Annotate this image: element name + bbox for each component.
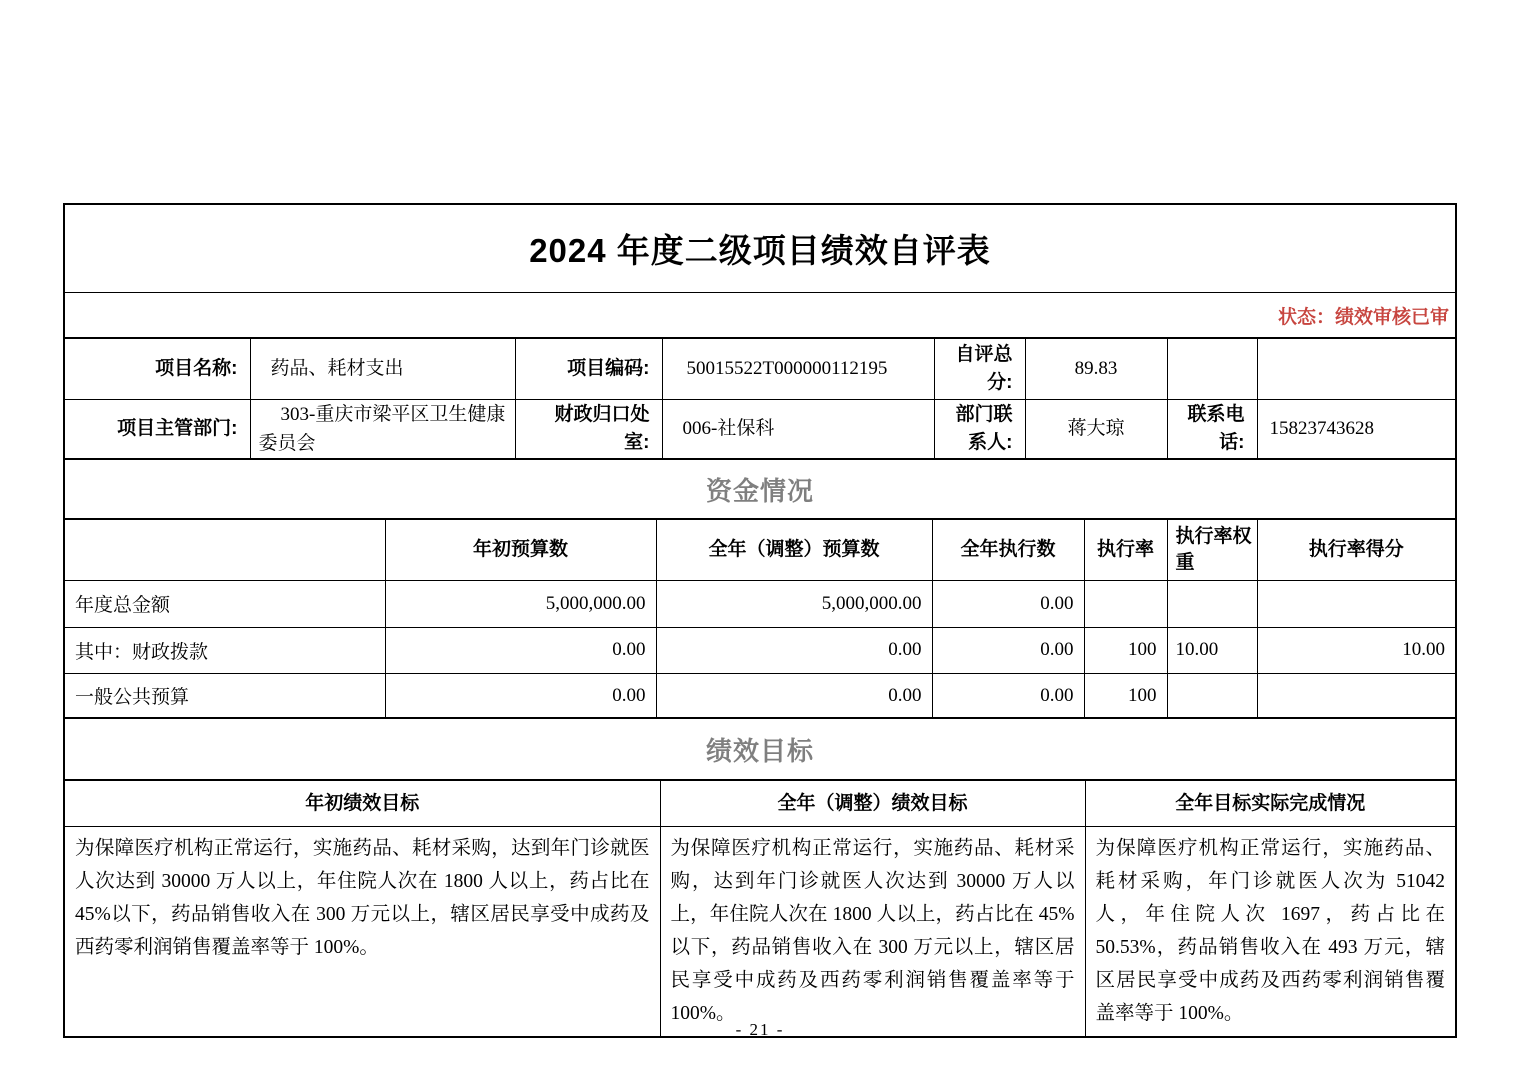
page-title: 2024 年度二级项目绩效自评表 <box>529 232 991 269</box>
execution-rate-value: 100 <box>1084 627 1167 673</box>
goals-body-row <box>65 826 1455 1036</box>
header-rate-weight: 执行率权重 <box>1167 520 1257 580</box>
header-adjusted-goal: 全年（调整）绩效目标 <box>660 781 1085 826</box>
goals-header-row <box>65 781 1455 826</box>
header-adjusted-budget: 全年（调整）预算数 <box>656 520 932 580</box>
empty-header-cell <box>65 520 385 580</box>
project-info-table <box>65 339 1455 460</box>
department-value: 303-重庆市梁平区卫生健康委员会 <box>250 399 515 459</box>
initial-budget-value: 0.00 <box>385 673 656 718</box>
row-label: 年度总金额 <box>65 580 385 627</box>
self-score-label: 自评总分: <box>934 339 1025 399</box>
project-name-label: 项目名称: <box>65 339 250 399</box>
header-initial-budget: 年初预算数 <box>385 520 656 580</box>
goals-section-row <box>65 719 1455 781</box>
rate-score-value <box>1257 580 1455 627</box>
executed-value: 0.00 <box>932 627 1084 673</box>
contact-label: 部门联系人: <box>934 399 1025 459</box>
funds-section-row <box>65 460 1455 520</box>
executed-value: 0.00 <box>932 580 1084 627</box>
execution-rate-value: 100 <box>1084 673 1167 718</box>
execution-rate-value <box>1084 580 1167 627</box>
rate-weight-value: 10.00 <box>1167 627 1257 673</box>
phone-value: 15823743628 <box>1269 417 1374 439</box>
self-score-value: 89.83 <box>1025 339 1167 399</box>
funds-section-title: 资金情况 <box>705 475 814 506</box>
header-actual-completion: 全年目标实际完成情况 <box>1085 781 1455 826</box>
row-label: 一般公共预算 <box>65 673 385 718</box>
project-code-label: 项目编码: <box>515 339 662 399</box>
rate-weight-value <box>1167 580 1257 627</box>
row-label: 其中：财政拨款 <box>65 627 385 673</box>
empty-cell <box>1257 339 1455 399</box>
initial-budget-value: 5,000,000.00 <box>385 580 656 627</box>
initial-budget-value: 0.00 <box>385 627 656 673</box>
finance-office-label: 财政归口处室: <box>515 399 662 459</box>
initial-goal-text: 为保障医疗机构正常运行，实施药品、耗材采购，达到年门诊就医人次达到 30000 万人以上，年住院人次在 1800 人以上，药占比在 45%以下，药品销售收入在 300 万元以上，辖区居民享受中成药及西药零利润销售覆盖率等于 100%。 <box>65 826 660 1036</box>
project-code-value: 50015522T000000112195 <box>662 339 934 399</box>
department-label: 项目主管部门: <box>65 399 250 459</box>
status-row <box>65 293 1455 339</box>
actual-completion-text: 为保障医疗机构正常运行，实施药品、耗材采购，年门诊就医人次为 51042 人，年住院人次 1697，药占比在 50.53%，药品销售收入在 493 万元，辖区居民享受中成药及西药零利润销售覆盖率等于 100%。 <box>1095 837 1445 1024</box>
project-name-value: 药品、耗材支出 <box>250 339 515 399</box>
executed-value: 0.00 <box>932 673 1084 718</box>
table-row <box>65 673 1455 718</box>
page-number: - 21 - <box>735 1020 785 1039</box>
goals-table <box>65 781 1455 1036</box>
header-rate-score: 执行率得分 <box>1257 520 1455 580</box>
adjusted-budget-value: 0.00 <box>656 673 932 718</box>
header-initial-goal: 年初绩效目标 <box>65 781 660 826</box>
title-row <box>65 205 1455 293</box>
empty-cell <box>1167 339 1257 399</box>
contact-value: 蒋大琼 <box>1025 399 1167 459</box>
adjusted-budget-value: 5,000,000.00 <box>656 580 932 627</box>
phone-label: 联系电话: <box>1167 399 1257 459</box>
adjusted-budget-value: 0.00 <box>656 627 932 673</box>
goals-section-title: 绩效目标 <box>705 735 814 766</box>
finance-office-value: 006-社保科 <box>662 399 934 459</box>
rate-score-value: 10.00 <box>1257 627 1455 673</box>
status-badge: 状态：绩效审核已审 <box>1277 306 1449 328</box>
funds-header-row <box>65 520 1455 580</box>
table-row <box>65 580 1455 627</box>
funds-table <box>65 520 1455 719</box>
rate-weight-value <box>1167 673 1257 718</box>
evaluation-form <box>63 203 1457 1038</box>
header-execution-rate: 执行率 <box>1084 520 1167 580</box>
table-row <box>65 627 1455 673</box>
adjusted-goal-text: 为保障医疗机构正常运行，实施药品、耗材采购，达到年门诊就医人次达到 30000 万人以上，年住院人次在 1800 人以上，药占比在 45%以下，药品销售收入在 300 万元以上，辖区居民享受中成药及西药零利润销售覆盖率等于 100%。 <box>660 826 1085 1036</box>
table-row <box>65 399 1455 459</box>
table-row <box>65 339 1455 399</box>
header-executed: 全年执行数 <box>932 520 1084 580</box>
rate-score-value <box>1257 673 1455 718</box>
